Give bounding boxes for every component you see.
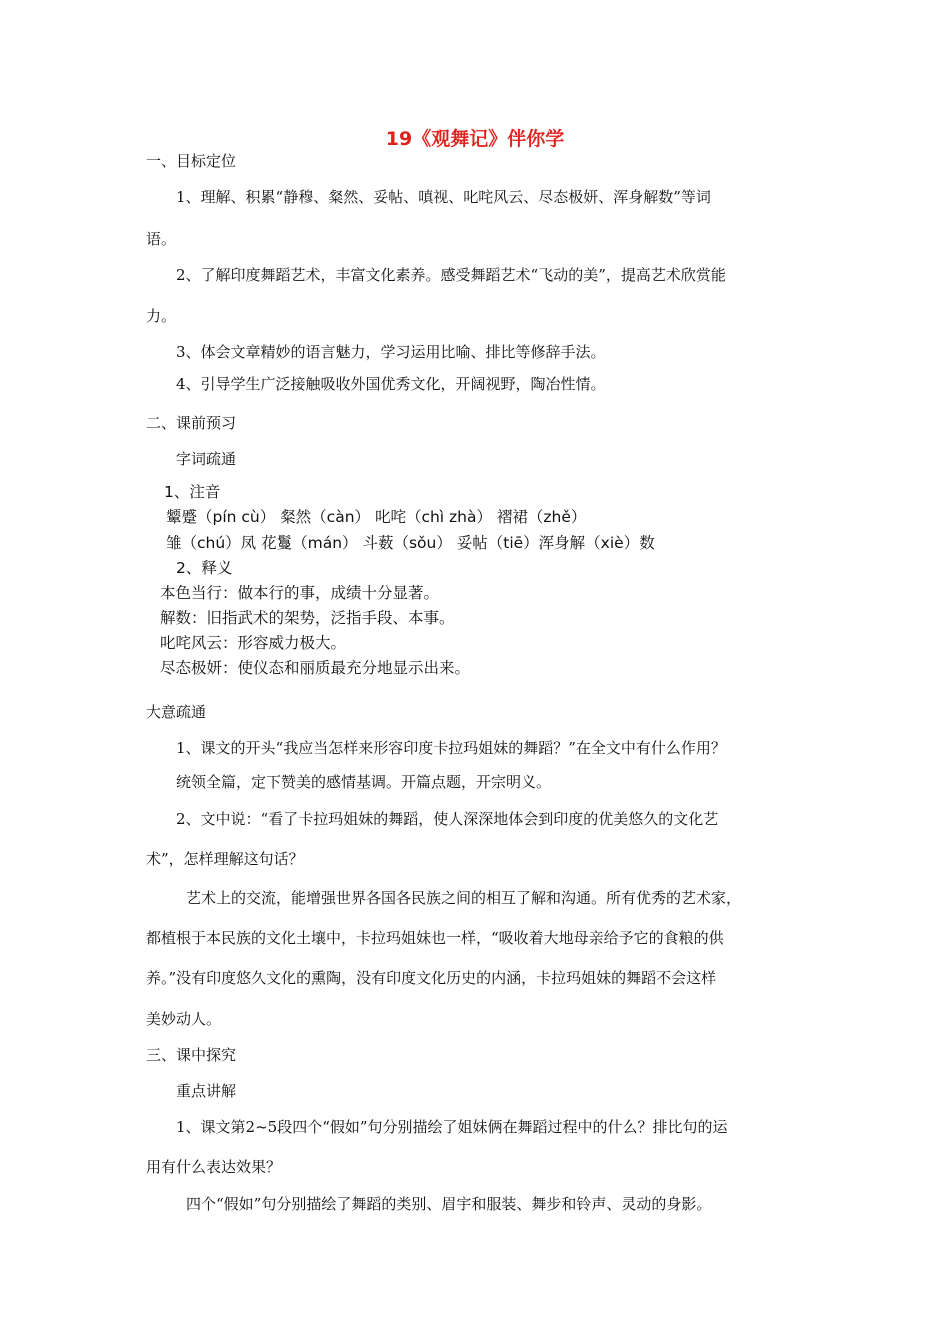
answer-2-line-1: 艺术上的交流，能增强世界各国各民族之间的相互了解和沟通。所有优秀的艺术家，: [186, 889, 742, 907]
definition-2: 解数：旧指武术的架势，泛指手段、本事。: [160, 609, 455, 627]
subheading-key-points: 重点讲解: [176, 1082, 237, 1100]
pinyin-line-1: 颦蹙（pín cù） 粲然（càn） 叱咤（chì zhà） 褶裙（zhě）: [166, 508, 587, 526]
section-heading-2: 二、课前预习: [146, 414, 237, 432]
question-2-line-1: 2、文中说：“看了卡拉玛姐妹的舞蹈，使人深深地体会到印度的优美悠久的文化艺: [176, 810, 719, 828]
pinyin-line-2: 雏（chú）凤 花鬘（mán） 斗薮（sǒu） 妥帖（tiē）浑身解（xiè）数: [166, 534, 655, 552]
key-answer-1: 四个“假如”句分别描绘了舞蹈的类别、眉宇和服装、舞步和铃声、灵动的身影。: [186, 1195, 712, 1213]
section-heading-3: 三、课中探究: [146, 1046, 237, 1064]
definition-label: 2、释义: [176, 559, 233, 577]
goal-item-2-line-1: 2、了解印度舞蹈艺术，丰富文化素养。感受舞蹈艺术“飞动的美”，提高艺术欣赏能: [176, 266, 726, 284]
goal-item-4: 4、引导学生广泛接触吸收外国优秀文化，开阔视野，陶冶性情。: [176, 375, 606, 393]
document-title: 19《观舞记》伴你学: [385, 128, 565, 150]
answer-2-line-3: 养。”没有印度悠久文化的熏陶，没有印度文化历史的内涵，卡拉玛姐妹的舞蹈不会这样: [146, 969, 717, 987]
answer-2-line-2: 都植根于本民族的文化土壤中，卡拉玛姐妹也一样，“吸收着大地母亲给予它的食粮的供: [146, 929, 724, 947]
question-1: 1、课文的开头“我应当怎样来形容印度卡拉玛姐妹的舞蹈？”在全文中有什么作用？: [176, 739, 726, 757]
subheading-main-idea: 大意疏通: [146, 703, 207, 721]
goal-item-2-line-2: 力。: [146, 307, 177, 325]
section-heading-1: 一、目标定位: [146, 152, 237, 170]
definition-1: 本色当行：做本行的事，成绩十分显著。: [160, 584, 440, 602]
subheading-word-review: 字词疏通: [176, 450, 237, 468]
pinyin-label: 1、注音: [164, 483, 221, 501]
definition-4: 尽态极妍：使仪态和丽质最充分地显示出来。: [160, 659, 471, 677]
goal-item-1-line-2: 语。: [146, 230, 177, 248]
answer-2-line-4: 美妙动人。: [146, 1010, 222, 1028]
goal-item-3: 3、体会文章精妙的语言魅力，学习运用比喻、排比等修辞手法。: [176, 343, 606, 361]
key-question-1-line-2: 用有什么表达效果？: [146, 1158, 282, 1176]
definition-3: 叱咤风云：形容威力极大。: [160, 634, 347, 652]
answer-1: 统领全篇，定下赞美的感情基调。开篇点题，开宗明义。: [176, 773, 552, 791]
question-2-line-2: 术”，怎样理解这句话？: [146, 850, 304, 868]
goal-item-1-line-1: 1、理解、积累“静穆、粲然、妥帖、嗔视、叱咤风云、尽态极妍、浑身解数”等词: [176, 188, 711, 206]
key-question-1-line-1: 1、课文第2~5段四个“假如”句分别描绘了姐妹俩在舞蹈过程中的什么？排比句的运: [176, 1118, 728, 1136]
